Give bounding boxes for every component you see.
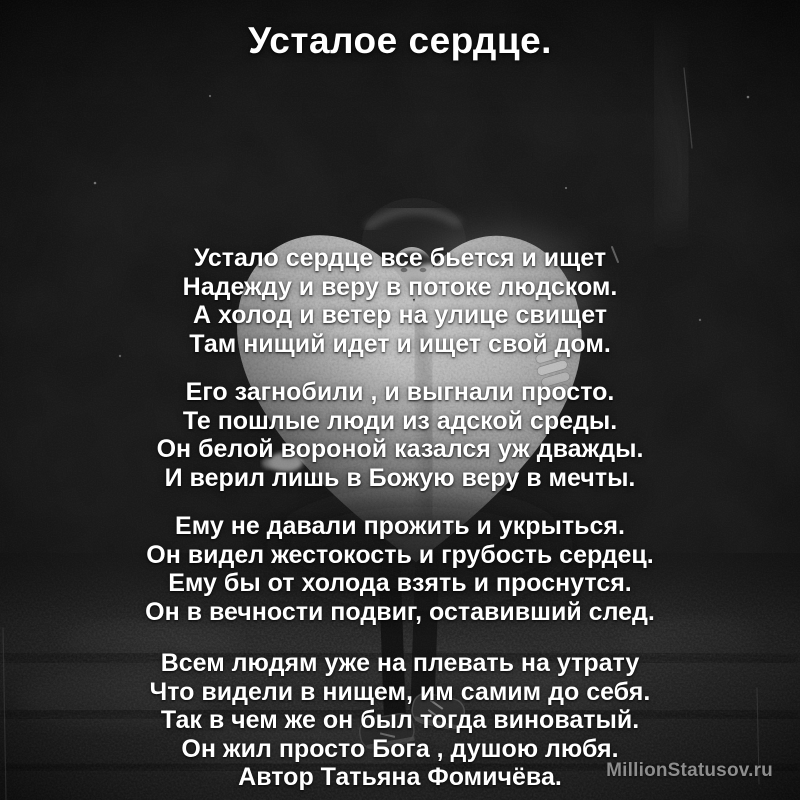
poem-line: Он видел жестокость и грубость сердец. (146, 540, 654, 569)
poem-line: Ему не давали прожить и укрыться. (175, 512, 625, 540)
poem-title: Усталое сердце. (248, 20, 552, 61)
poem-line: Там нищий идет и ищет свой дом. (189, 329, 611, 358)
poem-line: И верил лишь в Божую веру в мечты. (164, 463, 636, 492)
author-credit: Автор Татьяна Фомичёва. (238, 763, 562, 791)
poem-line: Он жил просто Бога , душою любя. (181, 734, 619, 763)
poem-line: Он в вечности подвиг, оставивший след. (145, 597, 655, 626)
poem-line: А холод и ветер на улице свищет (192, 301, 608, 329)
poem-line: Те пошлые люди из адской среды. (182, 406, 618, 435)
poem-line: Он белой вороной казался уж дважды. (156, 435, 644, 463)
stanza-2 (0, 378, 800, 492)
stanza-1 (0, 244, 800, 358)
poem-line: Так в чем же он был тогда виноватый. (160, 706, 640, 734)
poem-line: Устало сердце все бьется и ищет (193, 244, 607, 272)
watermark: MillionStatusov.ru (606, 760, 773, 781)
poem-line: Надежду и веру в потоке людском. (182, 272, 618, 301)
poem-line: Что видели в нищем, им самим до себя. (149, 677, 651, 706)
poem-line: Ему бы от холода взять и проснутся. (168, 569, 632, 597)
stanza-3 (0, 512, 800, 626)
poem-line: Всем людям уже на плевать на утрату (160, 649, 640, 677)
poem-line: Его загнобили , и выгнали просто. (185, 378, 615, 406)
